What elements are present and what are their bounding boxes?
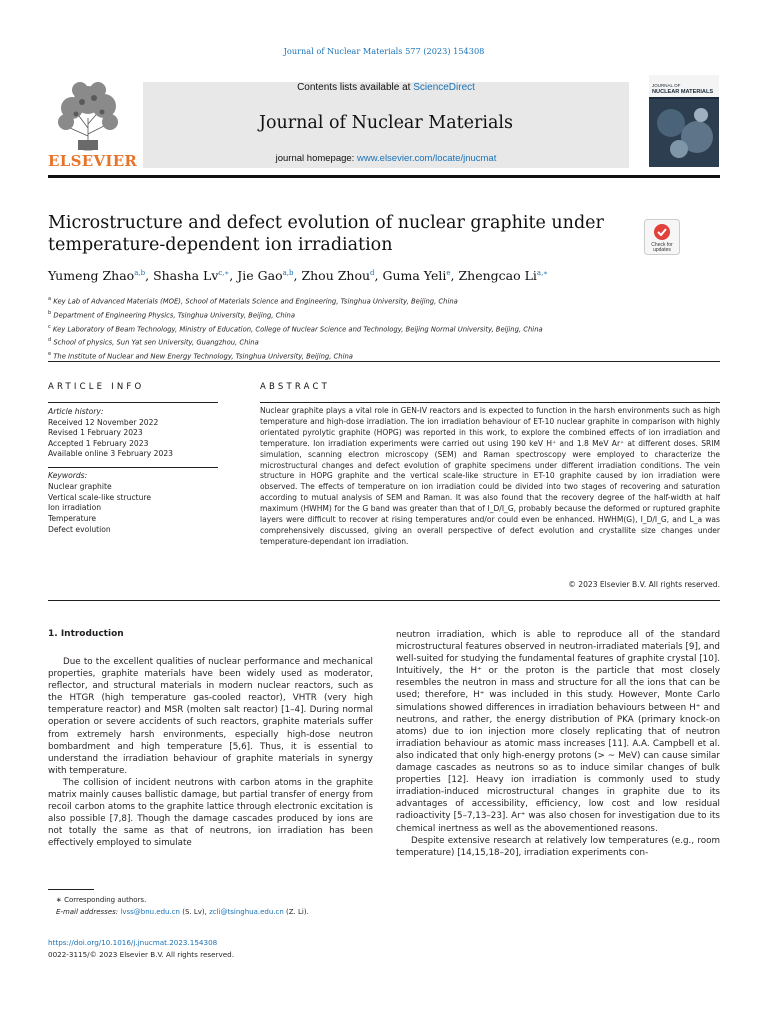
affiliation-key: a bbox=[48, 296, 52, 302]
author-6 bbox=[458, 268, 548, 283]
author-affiliation-marker[interactable]: e bbox=[446, 268, 451, 277]
affiliation-text: Key Laboratory of Beam Technology, Ministry of Education, College of Nuclear Science and Technology, Beijing Normal University, Beijing, China bbox=[50, 324, 543, 333]
paper-title bbox=[48, 212, 608, 256]
keywords bbox=[48, 471, 223, 536]
author-2 bbox=[153, 268, 237, 283]
publisher-wordmark: ELSEVIER bbox=[48, 152, 138, 170]
body-column-left bbox=[48, 656, 373, 850]
affiliation-rule bbox=[48, 361, 720, 362]
header-rule bbox=[48, 175, 720, 178]
homepage-prefix: journal homepage: bbox=[275, 153, 357, 164]
history-label: Article history: bbox=[48, 407, 104, 416]
cover-title bbox=[652, 83, 718, 95]
paper-title-line1: Microstructure and defect evolution of nuclear graphite under bbox=[48, 213, 604, 233]
body-paragraph: Due to the excellent qualities of nuclear performance and mechanical properties, graphite materials have been widely used as moderator, reflector, and structural materials in modern nuclear reactors, such as the HTGR (high temperature gas-cooled reactor), VHTR (very high temperature reactor) and MSR (molten salt reactor) [1–4]. During normal operation or severe accidents of such reactors, graphite materials suffer from extremely harsh environments, especially high-dose neutron bombardment and high temperature [5,6]. Thus, it is essential to understand the irradiation behaviour of graphite materials in synergy with temperature. bbox=[48, 657, 373, 776]
cover-micrograph-icon bbox=[649, 99, 719, 167]
author-name: Shasha Lv bbox=[153, 268, 219, 283]
author-affiliation-marker[interactable]: a,b bbox=[134, 268, 146, 277]
cover-title-line1: JOURNAL OF bbox=[652, 83, 681, 88]
cover-title-line2: NUCLEAR MATERIALS bbox=[652, 89, 714, 95]
journal-title: Journal of Nuclear Materials bbox=[258, 113, 514, 133]
author-separator: , bbox=[374, 268, 383, 283]
history-rule bbox=[48, 467, 218, 468]
affiliation-key: e bbox=[48, 351, 52, 358]
homepage-line bbox=[143, 153, 629, 164]
author-name: Zhou Zhou bbox=[301, 268, 371, 283]
crossmark-line1: Check for bbox=[651, 242, 673, 248]
affiliation-text: Department of Engineering Physics, Tsinghua University, Beijing, China bbox=[51, 311, 296, 320]
keyword-item: Vertical scale-like structure bbox=[48, 492, 152, 502]
author-name: Guma Yeli bbox=[382, 268, 447, 283]
body-paragraph: Despite extensive research at relatively low temperatures (e.g., room temperature) [14,15,18–20], irradiation experiments con- bbox=[396, 835, 720, 858]
abstract-bottom-rule bbox=[48, 600, 720, 601]
author-list bbox=[48, 268, 728, 283]
article-history bbox=[48, 407, 223, 460]
contents-line bbox=[143, 82, 629, 93]
email-who-li: (Z. Li). bbox=[283, 908, 309, 916]
corresponding-author-footnote bbox=[56, 894, 376, 918]
author-name: Zhengcao Li bbox=[458, 268, 537, 283]
sciencedirect-link[interactable]: ScienceDirect bbox=[413, 82, 475, 93]
author-affiliation-marker[interactable]: a,b bbox=[282, 268, 294, 277]
article-info-heading: ARTICLE INFO bbox=[48, 382, 145, 392]
author-separator: , bbox=[145, 268, 154, 283]
issn-line: 0022-3115/© 2023 Elsevier B.V. All rights reserved. bbox=[48, 950, 235, 959]
author-affiliation-marker[interactable]: c,∗ bbox=[218, 268, 230, 277]
history-accepted: Accepted 1 February 2023 bbox=[48, 438, 149, 448]
email-link-lv[interactable]: lvss@bnu.edu.cn bbox=[120, 908, 180, 916]
abstract-text: Nuclear graphite plays a vital role in GEN-IV reactors and is expected to function in the harsh environments such as high temperature and high-dose irradiation. The ion irradiation behaviour of ET-10 nuclear graphite in comparison with highly orientated pyrolytic graphite (HOPG) was reported in this work, to explore the combined effects of ion irradiation and temperature. Ion irradiation experiments were carried out using 190 keV H⁺ and 1.8 MeV Ar⁺ at different doses. SRIM simulation, scanning electron microscopy (SEM) and Raman spectroscopy were employed to characterize the microstructural changes and defect evolution of graphite specimens under different irradiation conditions. The vein structure in HOPG graphite and the vertical scale-like structure in ET-10 graphite caused by ion irradiation were observed. The effects of temperature on ion irradiation could be divided into two stages of recovering and saturation according to mutual analysis of SEM and Raman. It was also found that the recovery degree of the half-width at half maximum (HWHM) for the G band was greater than that of I_D/I_G, probably because the deformed or ruptured graphite layers were difficult to recover at rising temperatures and/or could even be enhanced. HWHM(G), I_D/I_G, and L_a was comprehensively discussed, giving an overall perspective of defect evolution and crystallite size changes under temperature-dependant ion irradiation. bbox=[260, 406, 720, 546]
introduction-heading: 1. Introduction bbox=[48, 629, 124, 639]
keywords-label: Keywords: bbox=[48, 471, 88, 480]
contents-prefix: Contents lists available at bbox=[297, 82, 414, 93]
author-separator: , bbox=[229, 268, 238, 283]
doi-link[interactable]: https://doi.org/10.1016/j.jnucmat.2023.154308 bbox=[48, 938, 218, 947]
footnote-rule bbox=[48, 889, 94, 890]
history-received: Received 12 November 2022 bbox=[48, 417, 159, 427]
journal-homepage-link[interactable]: www.elsevier.com/locate/jnucmat bbox=[356, 153, 497, 164]
article-info-rule bbox=[48, 402, 218, 403]
affiliation-text: The Institute of Nuclear and New Energy Technology, Tsinghua University, Beijing, China bbox=[51, 352, 353, 361]
email-who-lv: (S. Lv), bbox=[180, 908, 210, 916]
corresponding-label: ∗ Corresponding authors. bbox=[56, 896, 147, 904]
author-name: Yumeng Zhao bbox=[48, 268, 135, 283]
history-online: Available online 3 February 2023 bbox=[48, 449, 173, 458]
body-paragraph: The collision of incident neutrons with carbon atoms in the graphite matrix mainly causes ballistic damage, but partial transfer of energy from recoil carbon atoms to the graphite lattice through electronic excitation is also possible [7,8]. Though the damage cascades produced by ions are not totally the same as that of neutrons, ion irradiation has been effectively employed to simulate bbox=[48, 777, 373, 849]
body-paragraph: neutron irradiation, which is able to reproduce all of the standard microstructural features observed in neutron-irradiated materials [9], and well-suited for studying the fundamental features of graphite crystal [10]. Intuitively, the H⁺ or the proton is the particle that most closely resembles the neutron in mass and structure for all the ions that can be used; therefore, H⁺ was included in this study. However, Monte Carlo simulations showed differences in irradiation behaviours between H⁺ and neutrons, and rather, the energy distribution of PKA (primary knock-on atoms) due to ion injection more closely replicating that of neutron irradiation behaviour as atomic mass increases [11]. A.A. Campbell et al. also indicated that only high-energy protons (> ~ MeV) can cause similar damage cascades as neutrons so as to induce similar changes of bulk properties [12]. Heavy ion irradiation is commonly used to study irradiation-induced microstructural changes in graphite due to its advantages of accessibility, efficiency, low cost and low residual radioactivity [5–7,13–23]. Ar⁺ was also chosen for investigation due to its chemical inertness as well as the abovementioned reasons. bbox=[396, 630, 721, 834]
author-affiliation-marker[interactable]: d bbox=[370, 268, 375, 277]
author-5 bbox=[382, 268, 458, 283]
keyword-item: Defect evolution bbox=[48, 524, 111, 534]
keyword-item: Nuclear graphite bbox=[48, 481, 112, 491]
affiliation-key: d bbox=[48, 337, 52, 344]
affiliation-text: Key Lab of Advanced Materials (MOE), School of Materials Science and Engineering, Tsinghua University, Beijing, China bbox=[51, 297, 458, 306]
author-name: Jie Gao bbox=[237, 268, 283, 283]
author-separator: , bbox=[450, 268, 459, 283]
affiliation-c bbox=[48, 322, 728, 336]
email-link-li[interactable]: zcli@tsinghua.edu.cn bbox=[209, 908, 284, 916]
author-4 bbox=[301, 268, 382, 283]
check-for-updates-button[interactable] bbox=[644, 219, 680, 255]
email-line bbox=[56, 906, 376, 918]
affiliation-key: b bbox=[48, 309, 52, 316]
history-revised: Revised 1 February 2023 bbox=[48, 428, 143, 437]
email-label: E-mail addresses: bbox=[56, 908, 121, 916]
affiliation-list bbox=[48, 294, 728, 363]
abstract-rule bbox=[260, 402, 720, 403]
author-1 bbox=[48, 268, 153, 283]
body-column-right bbox=[396, 629, 720, 859]
crossmark-icon bbox=[644, 219, 680, 255]
journal-citation[interactable]: Journal of Nuclear Materials 577 (2023) 154308 bbox=[283, 46, 485, 56]
affiliation-d bbox=[48, 335, 728, 349]
affiliation-key: c bbox=[48, 323, 51, 330]
author-3 bbox=[237, 268, 301, 283]
affiliation-a bbox=[48, 294, 728, 308]
affiliation-text: School of physics, Sun Yat sen University, Guangzhou, China bbox=[51, 338, 259, 347]
journal-cover-image bbox=[649, 75, 719, 167]
abstract-heading: ABSTRACT bbox=[260, 382, 331, 392]
keyword-item: Temperature bbox=[48, 514, 97, 524]
affiliation-b bbox=[48, 308, 728, 322]
author-affiliation-marker[interactable]: a,∗ bbox=[536, 268, 549, 277]
keyword-item: Ion irradiation bbox=[48, 503, 102, 513]
author-separator: , bbox=[293, 268, 302, 283]
crossmark-line2: updates bbox=[653, 247, 671, 253]
paper-title-line2: temperature-dependent ion irradiation bbox=[48, 235, 393, 255]
abstract-copyright: © 2023 Elsevier B.V. All rights reserved. bbox=[568, 580, 720, 589]
